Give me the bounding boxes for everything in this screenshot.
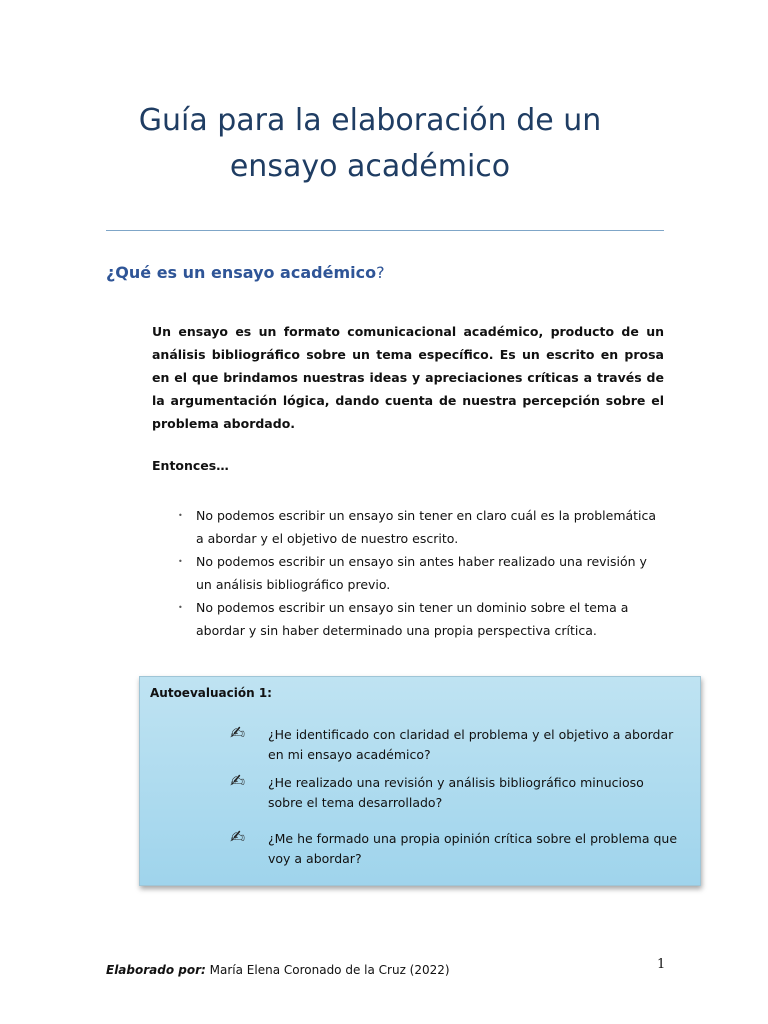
writing-hand-icon: ✍ <box>230 723 246 744</box>
footer-author: María Elena Coronado de la Cruz (2022) <box>209 963 450 977</box>
writing-hand-icon: ✍ <box>230 771 246 792</box>
list-item <box>176 550 666 596</box>
then-label: Entonces… <box>152 458 229 473</box>
list-item <box>176 596 666 642</box>
self-assessment-question: ¿Me he formado una propia opinión crítica sobre el problema que voy a abordar? <box>268 831 678 866</box>
page-number: 1 <box>657 957 666 972</box>
section-heading-mark: ? <box>376 263 385 282</box>
self-assessment-item <box>230 773 680 813</box>
list-item-text: No podemos escribir un ensayo sin tener en claro cuál es la problemática a abordar y el objetivo de nuestro escrito. <box>196 508 657 546</box>
title-line-1: Guía para la elaboración de un <box>138 103 602 138</box>
intro-paragraph: Un ensayo es un formato comunicacional académico, producto de un análisis bibliográfico sobre un tema específico. Es un escrito en prosa en el que brindamos nuestras ideas y apreciaciones críticas a través de la argumentación lógica, dando cuenta de nuestra percepción sobre el problema abordado. <box>152 324 664 431</box>
bullet-icon: • <box>178 603 183 612</box>
self-assessment-box <box>139 676 701 886</box>
self-assessment-question: ¿He realizado una revisión y análisis bibliográfico minucioso sobre el tema desarrollado? <box>268 775 644 810</box>
list-item-text: No podemos escribir un ensayo sin antes haber realizado una revisión y un análisis bibliográfico previo. <box>196 554 647 592</box>
self-assessment-item <box>230 829 680 869</box>
section-heading <box>106 263 385 282</box>
self-assessment-question: ¿He identificado con claridad el problema y el objetivo a abordar en mi ensayo académico? <box>268 727 674 762</box>
footer-label: Elaborado por: <box>106 963 206 977</box>
list-item <box>176 504 666 550</box>
document-title <box>60 98 680 190</box>
self-assessment-item <box>230 725 680 765</box>
writing-hand-icon: ✍ <box>230 827 246 848</box>
bullet-list <box>176 504 666 642</box>
footer-credit <box>106 963 450 977</box>
bullet-icon: • <box>178 557 183 566</box>
section-heading-text: ¿Qué es un ensayo académico <box>106 263 377 282</box>
title-divider <box>106 230 664 231</box>
list-item-text: No podemos escribir un ensayo sin tener un dominio sobre el tema a abordar y sin haber determinado una propia perspectiva crítica. <box>196 600 629 638</box>
title-line-2: ensayo académico <box>229 149 511 184</box>
bullet-icon: • <box>178 511 183 520</box>
self-assessment-title: Autoevaluación 1: <box>150 686 272 700</box>
